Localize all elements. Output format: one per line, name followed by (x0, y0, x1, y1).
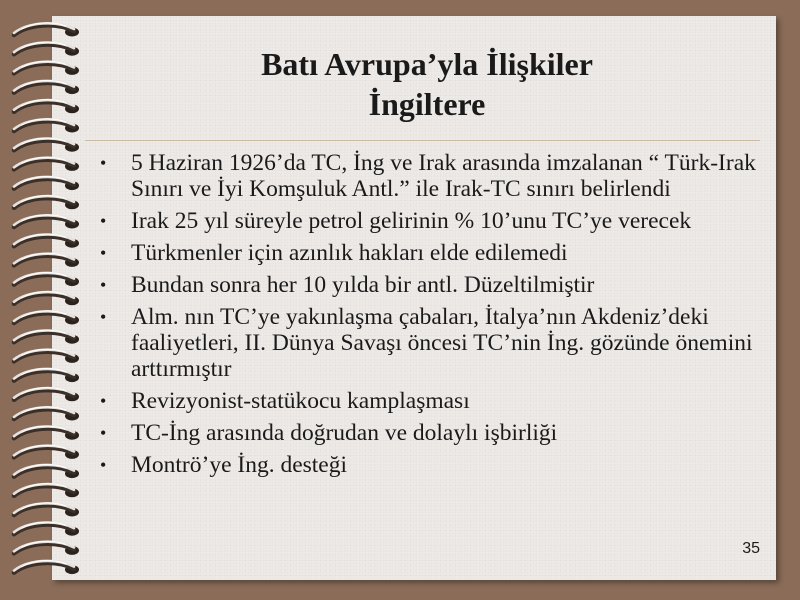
spiral-ring-icon (14, 503, 79, 517)
spiral-ring-icon (14, 522, 79, 536)
bullet-text: 5 Haziran 1926’da TC, İng ve Irak arasında imzalanan “ Türk-Irak Sınırı ve İyi Komşuluk Antl.” ile Irak-TC sınırı belirlendi (131, 150, 756, 202)
list-item (100, 388, 760, 414)
bullet-text: Montrö’ye İng. desteği (131, 452, 348, 478)
spiral-ring-icon (14, 138, 79, 152)
list-item (100, 150, 760, 202)
bullet-list (100, 150, 760, 484)
spiral-ring-icon (14, 23, 79, 37)
list-item (100, 208, 760, 234)
list-item (100, 272, 760, 298)
bullet-icon: • (100, 455, 107, 475)
list-item (100, 452, 760, 478)
slide-title (52, 44, 800, 124)
bullet-text: Bundan sonra her 10 yılda bir antl. Düzeltilmiştir (131, 272, 595, 298)
bullet-text: Türkmenler için azınlık hakları elde edilemedi (131, 240, 568, 266)
list-item (100, 304, 760, 382)
bullet-text: TC-İng arasında doğrudan ve dolaylı işbirliği (131, 420, 558, 446)
page-number: 35 (742, 540, 760, 557)
spiral-ring-icon (14, 176, 79, 190)
bullet-text: Alm. nın TC’ye yakınlaşma çabaları, İtalya’nın Akdeniz’deki faaliyetleri, II. Dünya Savaşı öncesi TC’nin İng. gözünde önemini arttırmıştır (131, 304, 753, 382)
spiral-ring-icon (14, 349, 79, 363)
title-divider (85, 140, 760, 141)
spiral-ring-icon (14, 426, 79, 440)
spiral-ring-icon (14, 196, 79, 210)
list-item (100, 240, 760, 266)
title-line-1: Batı Avrupa’yla İlişkiler (261, 46, 593, 82)
spiral-ring-icon (14, 234, 79, 248)
spiral-ring-icon (14, 253, 79, 267)
bullet-icon: • (100, 243, 107, 263)
bullet-icon: • (100, 275, 107, 295)
spiral-ring-icon (14, 560, 79, 574)
spiral-ring-icon (14, 388, 79, 402)
bullet-icon: • (100, 153, 107, 173)
bullet-text: Irak 25 yıl süreyle petrol gelirinin % 10’unu TC’ye verecek (131, 208, 692, 234)
title-line-2: İngiltere (368, 86, 486, 122)
spiral-ring-icon (14, 407, 79, 421)
bullet-icon: • (100, 391, 107, 411)
spiral-ring-icon (14, 330, 79, 344)
bullet-icon: • (100, 211, 107, 231)
spiral-ring-icon (14, 272, 79, 286)
spiral-ring-icon (14, 445, 79, 459)
list-item (100, 420, 760, 446)
spiral-ring-icon (14, 157, 79, 171)
bullet-icon: • (100, 307, 107, 327)
spiral-ring-icon (14, 464, 79, 478)
bullet-icon: • (100, 423, 107, 443)
spiral-ring-icon (14, 484, 79, 498)
bullet-text: Revizyonist-statükocu kamplaşması (131, 388, 470, 414)
spiral-ring-icon (14, 215, 79, 229)
spiral-ring-icon (14, 311, 79, 325)
spiral-ring-icon (14, 541, 79, 555)
spiral-ring-icon (14, 292, 79, 306)
spiral-ring-icon (14, 368, 79, 382)
